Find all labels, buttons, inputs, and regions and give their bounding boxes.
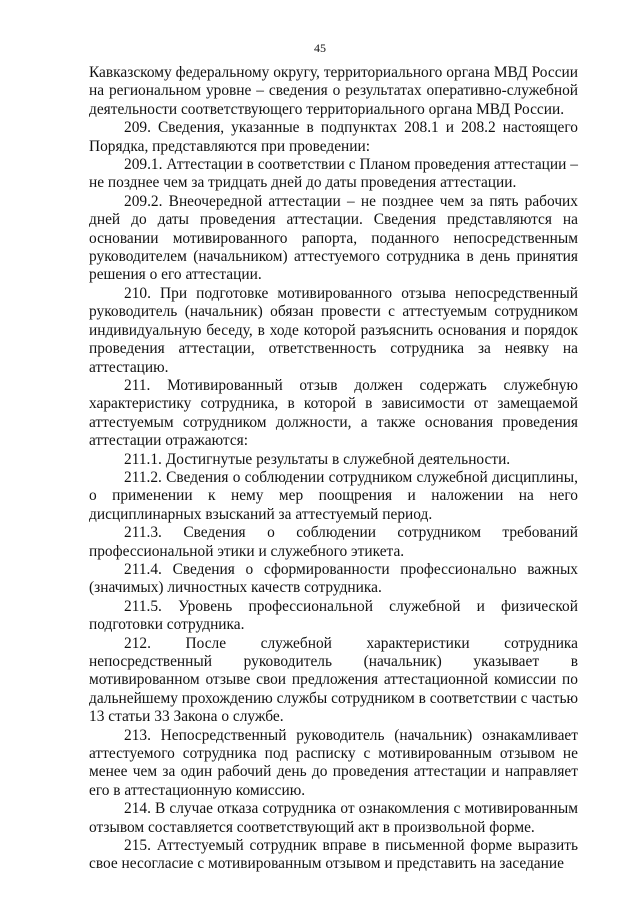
paragraph-215: 215. Аттестуемый сотрудник вправе в письменной форме выразить свое несогласие с мотивированным отзывом и представить на заседание	[89, 837, 578, 873]
paragraph-211-5: 211.5. Уровень профессиональной служебной и физической подготовки сотрудника.	[89, 597, 578, 634]
paragraph-209-2: 209.2. Внеочередной аттестации – не позднее чем за пять рабочих дней до даты проведения аттестации. Сведения представляются на основании мотивированного рапорта, поданного непосредственным руководителем (начальником) аттестуемого сотрудника в день принятия решения о его аттестации.	[89, 192, 578, 284]
document-body	[89, 64, 578, 874]
paragraph-209-1: 209.1. Аттестации в соответствии с Планом проведения аттестации – не позднее чем за тридцать дней до даты проведения аттестации.	[89, 156, 578, 192]
paragraph-209: 209. Сведения, указанные в подпунктах 208.1 и 208.2 настоящего Порядка, представляются при проведении:	[89, 119, 578, 155]
paragraph-212: 212. После служебной характеристики сотрудника непосредственный руководитель (начальник) указывает в мотивированном отзыве свои предложения аттестационной комиссии по дальнейшему прохождению службы сотрудником в соответствии с частью 13 статьи 33 Закона о службе.	[89, 634, 578, 726]
paragraph-211-3: 211.3. Сведения о соблюдении сотрудником требований профессиональной этики и служебного этикета.	[89, 524, 578, 560]
page-number: 45	[314, 41, 326, 55]
paragraph-211: 211. Мотивированный отзыв должен содержать служебную характеристику сотрудника, в которой в зависимости от замещаемой аттестуемым сотрудником должности, а также основания проведения аттестации отражаются:	[89, 376, 578, 450]
paragraph-continuation: Кавказскому федеральному округу, территориального органа МВД России на региональном уровне – сведения о результатах оперативно-служебной деятельности соответствующего территориального органа МВД России.	[89, 64, 578, 118]
paragraph-211-1: 211.1. Достигнутые результаты в служебной деятельности.	[124, 450, 511, 468]
paragraph-211-2: 211.2. Сведения о соблюдении сотрудником служебной дисциплины, о применении к нему мер поощрения и наложении на него дисциплинарных взысканий за аттестуемый период.	[89, 468, 578, 523]
paragraph-214: 214. В случае отказа сотрудника от ознакомления с мотивированным отзывом составляется соответствующий акт в произвольной форме.	[89, 800, 578, 836]
paragraph-213: 213. Непосредственный руководитель (начальник) ознакамливает аттестуемого сотрудника под расписку с мотивированным отзывом не менее чем за один рабочий день до проведения аттестации и направляет его в аттестационную комиссию.	[89, 726, 578, 799]
paragraph-210: 210. При подготовке мотивированного отзыва непосредственный руководитель (начальник) обязан провести с аттестуемым сотрудником индивидуальную беседу, в ходе которой разъяснить основания и порядок проведения аттестации, ответственность сотрудника за неявку на аттестацию.	[89, 284, 578, 376]
paragraph-211-4: 211.4. Сведения о сформированности профессионально важных (значимых) личностных качеств сотрудника.	[89, 560, 578, 597]
